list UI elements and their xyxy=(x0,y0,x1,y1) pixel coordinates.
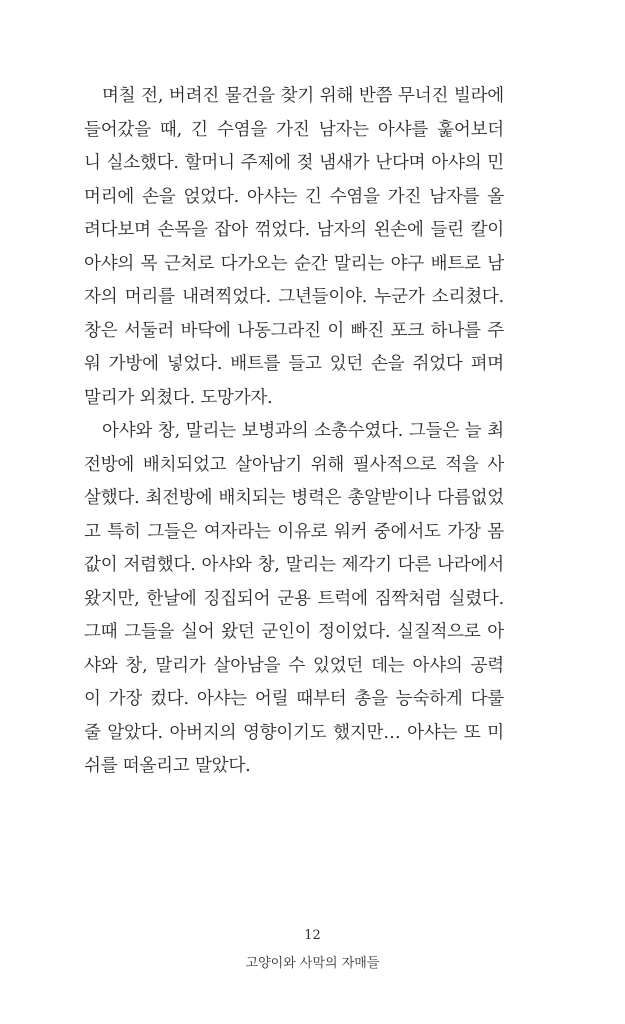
text-line: 머리에 손을 얹었다. 아샤는 긴 수염을 가진 남자를 올 xyxy=(84,186,504,207)
text-line: 려다보며 손목을 잡아 꺾었다. 남자의 왼손에 들린 칼이 xyxy=(84,220,504,240)
text-line: 샤와 창, 말리가 살아남을 수 있었던 데는 아샤의 공력 xyxy=(84,655,504,676)
text-line: 고 특히 그들은 여자라는 이유로 워커 중에서도 가장 몸 xyxy=(84,521,504,542)
text-line: 며칠 전, 버려진 물건을 찾기 위해 반쯤 무너진 빌라에 xyxy=(102,86,504,106)
text-line: 값이 저렴했다. 아샤와 창, 말리는 제각기 다른 나라에서 xyxy=(84,555,504,575)
text-line: 전방에 배치되었고 살아남기 위해 필사적으로 적을 사 xyxy=(84,454,504,475)
text-line: 아샤와 창, 말리는 보병과의 소총수였다. 그들은 늘 최 xyxy=(102,421,504,441)
page-body xyxy=(84,80,504,784)
text-line: 창은 서둘러 바닥에 나동그라진 이 빠진 포크 하나를 주 xyxy=(84,320,504,341)
text-line: 이 가장 컸다. 아샤는 어릴 때부터 총을 능숙하게 다룰 xyxy=(84,689,504,709)
text-line: 줄 알았다. 아버지의 영향이기도 했지만… 아샤는 또 미 xyxy=(84,722,504,743)
text-line: 쉬를 떠올리고 말았다. xyxy=(84,756,251,776)
text-line: 아샤의 목 근처로 다가오는 순간 말리는 야구 배트로 남 xyxy=(84,253,504,274)
text-line: 그때 그들을 실어 왔던 군인이 정이었다. 실질적으로 아 xyxy=(84,622,504,642)
text-line: 니 실소했다. 할머니 주제에 젖 냄새가 난다며 아샤의 민 xyxy=(84,153,504,173)
text-line: 말리가 외쳤다. 도망가자. xyxy=(84,387,273,408)
text-line: 살했다. 최전방에 배치되는 병력은 총알받이나 다름없었 xyxy=(84,488,504,508)
paragraph-1 xyxy=(84,80,504,415)
text-line: 왔지만, 한날에 징집되어 군용 트럭에 짐짝처럼 실렸다. xyxy=(84,588,504,609)
text-line: 워 가방에 넣었다. 배트를 들고 있던 손을 쥐었다 펴며 xyxy=(84,354,504,374)
book-title: 고양이와 사막의 자매들 xyxy=(245,956,380,971)
paragraph-2 xyxy=(84,415,504,784)
page-number: 12 xyxy=(304,928,321,943)
text-line: 들어갔을 때, 긴 수염을 가진 남자는 아샤를 훑어보더 xyxy=(84,119,504,140)
text-line: 자의 머리를 내려찍었다. 그년들이야. 누군가 소리쳤다. xyxy=(84,287,504,307)
